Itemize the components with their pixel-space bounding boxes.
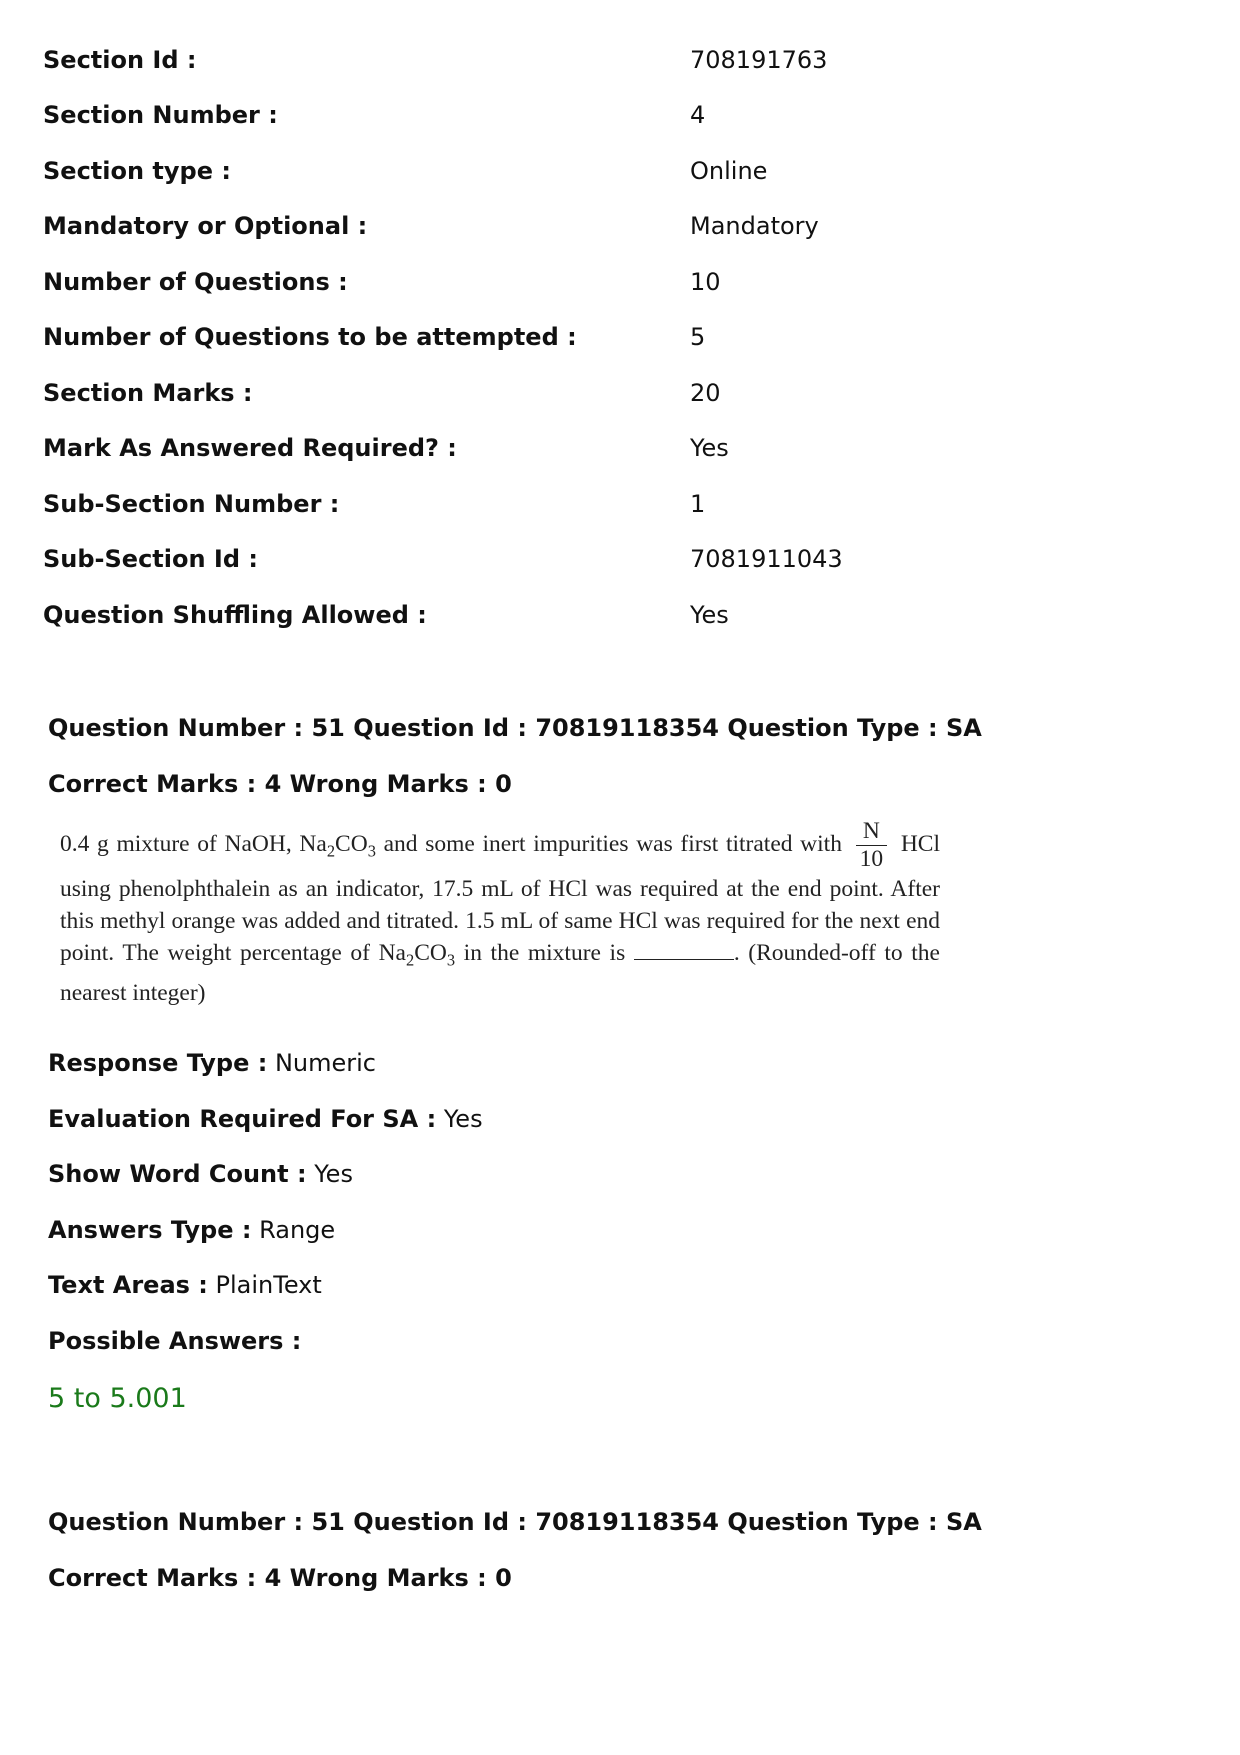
row-label: Number of Questions to be attempted : xyxy=(43,323,577,352)
possible-answer: 5 to 5.001 xyxy=(48,1383,187,1414)
response-label: Answers Type : xyxy=(48,1215,252,1244)
section-row xyxy=(43,32,1193,88)
section-row xyxy=(43,143,1193,199)
response-row xyxy=(48,1147,1198,1203)
subscript: 3 xyxy=(446,950,456,970)
row-label: Question Shuffling Allowed : xyxy=(43,600,427,629)
section-row xyxy=(43,365,1193,421)
row-value: 20 xyxy=(690,378,721,407)
section-row xyxy=(43,421,1193,477)
row-label: Mandatory or Optional : xyxy=(43,212,368,241)
response-row xyxy=(48,1036,1198,1092)
row-value: Online xyxy=(690,156,768,185)
row-label: Sub-Section Number : xyxy=(43,489,340,518)
section-row xyxy=(43,88,1193,144)
question-header-block xyxy=(48,701,1198,812)
response-value: Range xyxy=(259,1215,336,1244)
subscript: 2 xyxy=(326,841,336,861)
section-row xyxy=(43,532,1193,588)
question-header: Question Number : 51 Question Id : 70819118354 Question Type : SA xyxy=(48,714,982,742)
row-label: Section Id : xyxy=(43,45,197,74)
question-marks: Correct Marks : 4 Wrong Marks : 0 xyxy=(48,769,512,798)
row-value: Mandatory xyxy=(690,212,819,241)
response-label: Show Word Count : xyxy=(48,1160,307,1188)
row-value: 5 xyxy=(690,323,706,352)
question-text-part: in the mixture is xyxy=(455,940,634,967)
response-value: PlainText xyxy=(215,1271,322,1299)
section-row xyxy=(43,310,1193,366)
row-value: 4 xyxy=(690,101,706,130)
question-header: Question Number : 51 Question Id : 70819118354 Question Type : SA xyxy=(48,1508,982,1536)
question-text-part: CO xyxy=(414,940,447,967)
response-label: Possible Answers : xyxy=(48,1326,302,1355)
row-value: Yes xyxy=(690,600,729,629)
section-row xyxy=(43,587,1193,643)
response-value: Yes xyxy=(443,1104,483,1133)
answer-blank xyxy=(634,958,734,960)
row-value: 1 xyxy=(690,489,706,518)
section-row xyxy=(43,254,1193,310)
response-row xyxy=(48,1203,1198,1259)
response-info-block xyxy=(48,1036,1198,1429)
response-row xyxy=(48,1258,1198,1314)
subscript: 2 xyxy=(405,950,415,970)
row-value: 708191763 xyxy=(690,45,828,74)
response-row xyxy=(48,1314,1198,1370)
row-label: Section type : xyxy=(43,156,231,185)
question-text-part: 0.4 g mixture of NaOH, Na xyxy=(60,830,327,857)
response-row xyxy=(48,1092,1198,1148)
question-marks: Correct Marks : 4 Wrong Marks : 0 xyxy=(48,1563,512,1592)
fraction-numerator: N xyxy=(856,818,888,846)
question-text-part: and some inert impurities was first titrated with xyxy=(375,830,842,857)
row-label: Section Marks : xyxy=(43,378,253,407)
row-value: Yes xyxy=(690,434,729,463)
fraction xyxy=(856,818,888,873)
section-info-table xyxy=(43,32,1193,643)
question-header-block xyxy=(48,1495,1198,1606)
response-value: Yes xyxy=(314,1160,353,1188)
fraction-denominator: 10 xyxy=(859,846,884,873)
subscript: 3 xyxy=(367,841,376,861)
response-label: Text Areas : xyxy=(48,1271,208,1299)
question-text-part: . (Rounded-off to the nearest integer) xyxy=(60,940,940,1006)
section-row xyxy=(43,476,1193,532)
row-label: Mark As Answered Required? : xyxy=(43,434,457,463)
question-text-part: CO xyxy=(335,830,368,857)
response-value: Numeric xyxy=(274,1049,376,1077)
row-label: Section Number : xyxy=(43,101,278,130)
row-value: 7081911043 xyxy=(690,545,843,574)
response-label: Evaluation Required For SA : xyxy=(48,1104,437,1133)
row-label: Sub-Section Id : xyxy=(43,545,258,574)
question-text-part: HCl using phenolphthalein as an indicator, 17.5 mL of HCl was required at the end point. After this methyl orange was added and titrated. 1.5 mL of same HCl was required for the next end point. The weight percentage of Na xyxy=(60,830,941,967)
row-value: 10 xyxy=(690,267,721,296)
response-label: Response Type : xyxy=(48,1049,268,1077)
row-label: Number of Questions : xyxy=(43,267,348,296)
question-text xyxy=(60,818,940,1009)
section-row xyxy=(43,199,1193,255)
